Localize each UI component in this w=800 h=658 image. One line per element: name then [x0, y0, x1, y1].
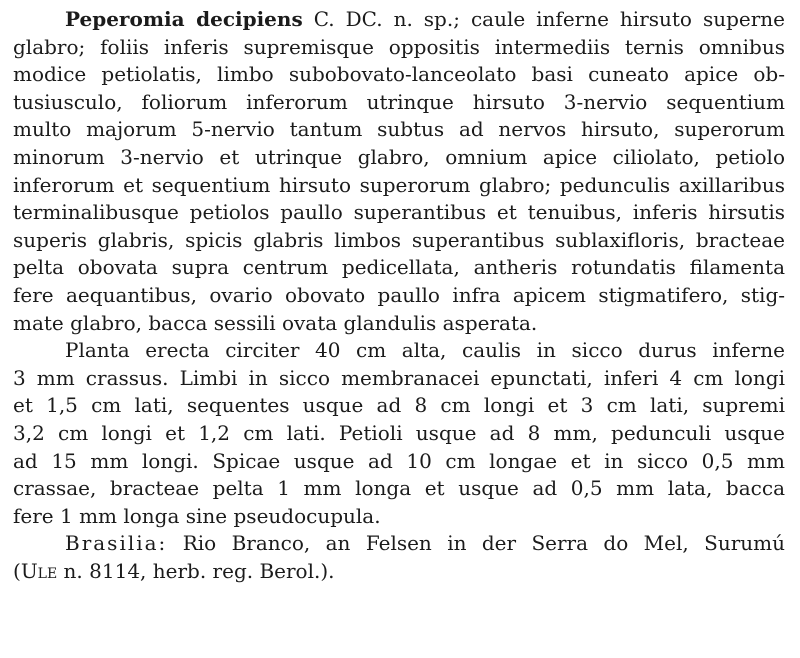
description-line: crassae, bracteae pelta 1 mm longa et usque ad 0,5 mm lata, bacca — [13, 476, 785, 501]
description-line: et 1,5 cm lati, sequentes usque ad 8 cm longi et 3 cm lati, supremi — [13, 393, 785, 418]
collector-name: Ule — [20, 558, 58, 583]
description-line: fere 1 mm longa sine pseudocupula. — [13, 503, 381, 528]
diagnosis-line: terminalibusque petiolos paullo superantibus et tenuibus, inferis hirsutis — [13, 200, 785, 225]
species-description — [13, 6, 785, 585]
diagnosis-text: caule inferne hirsuto superne — [470, 7, 786, 31]
description-line: 3 mm crassus. Limbi in sicco membranacei epunctati, inferi 4 cm longi — [13, 365, 785, 390]
description-line: ad 15 mm longi. Spicae usque ad 10 cm longae et in sicco 0,5 mm — [13, 448, 785, 473]
description-line: 3,2 cm longi et 1,2 cm lati. Petioli usque ad 8 mm, pedunculi usque — [13, 420, 785, 445]
species-name: Peperomia decipiens — [65, 7, 303, 31]
diagnosis-line: mate glabro, bacca sessili ovata glandulis asperata. — [13, 310, 538, 335]
locality-line — [13, 530, 785, 558]
diagnosis-line: minorum 3-nervio et utrinque glabro, omnium apice ciliolato, petiolo — [13, 144, 785, 169]
species-author: C. DC. n. sp.; — [313, 7, 460, 31]
locality-text: Rio Branco, an Felsen in der Serra do Mel, Surumú — [182, 531, 785, 556]
diagnosis-line: modice petiolatis, limbo subobovato-lanceolato basi cuneato apice ob- — [13, 62, 785, 87]
collector-suffix: n. 8114, herb. reg. Berol.). — [57, 558, 335, 583]
diagnosis-line: tusiusculo, foliorum inferorum utrinque hirsuto 3-nervio sequentium — [13, 89, 785, 114]
locality-country: Brasilia: — [65, 531, 168, 556]
collector-line — [13, 558, 785, 586]
diagnosis-line: multo majorum 5-nervio tantum subtus ad nervos hirsuto, superorum — [13, 117, 785, 142]
diagnosis-line — [13, 6, 785, 34]
diagnosis-line: glabro; foliis inferis supremisque oppositis intermediis ternis omnibus — [13, 34, 785, 59]
description-line: Planta erecta circiter 40 cm alta, caulis in sicco durus inferne — [65, 338, 785, 363]
diagnosis-line: superis glabris, spicis glabris limbos superantibus sublaxifloris, bracteae — [13, 227, 785, 252]
diagnosis-line: pelta obovata supra centrum pedicellata, antheris rotundatis filamenta — [13, 255, 785, 280]
diagnosis-line: fere aequantibus, ovario obovato paullo infra apicem stigmatifero, stig- — [13, 282, 785, 307]
diagnosis-line: inferorum et sequentium hirsuto superorum glabro; pedunculis axillaribus — [13, 172, 785, 197]
collector-prefix: ( — [13, 558, 21, 583]
